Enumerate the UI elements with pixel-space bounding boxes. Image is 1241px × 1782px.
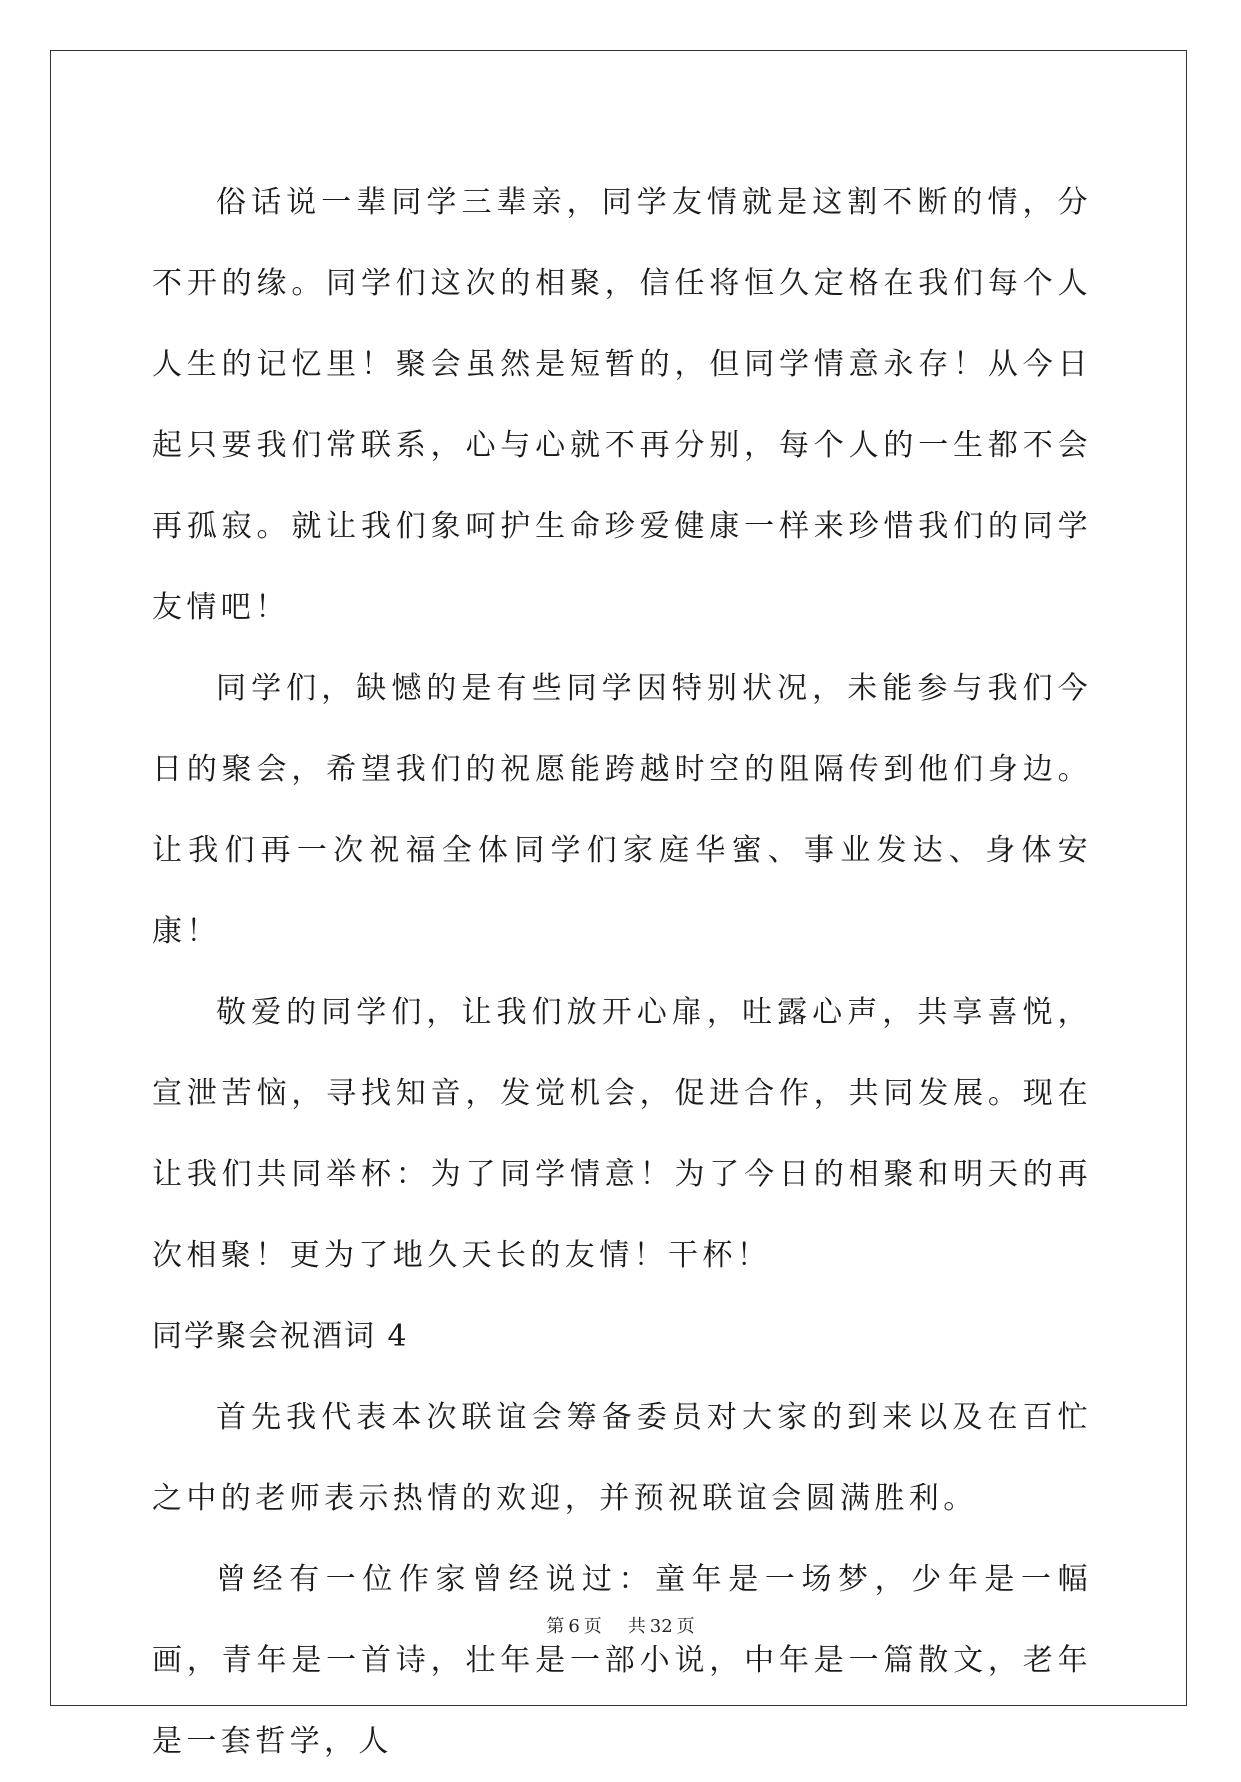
total-pages: 32 — [649, 1616, 673, 1637]
page-label-prefix: 第 — [546, 1616, 565, 1637]
paragraph-5: 曾经有一位作家曾经说过：童年是一场梦，少年是一幅画，青年是一首诗，壮年是一部小说，中年是一篇散文，老年是一套哲学，人 — [152, 1562, 1092, 1759]
page-label-suffix: 页 — [583, 1616, 602, 1637]
total-label-prefix: 共 — [627, 1616, 646, 1637]
paragraph-4: 首先我代表本次联谊会筹备委员对大家的到来以及在百忙之中的老师表示热情的欢迎，并预祝联谊会圆满胜利。 — [152, 1400, 1092, 1516]
section-heading: 同学聚会祝酒词 4 — [152, 1319, 409, 1354]
paragraph-2: 同学们，缺憾的是有些同学因特别状况，未能参与我们今日的聚会，希望我们的祝愿能跨越时空的阻隔传到他们身边。让我们再一次祝福全体同学们家庭华蜜、事业发达、身体安康！ — [152, 671, 1092, 949]
paragraph-1: 俗话说一辈同学三辈亲，同学友情就是这割不断的情，分不开的缘。同学们这次的相聚，信任将恒久定格在我们每个人人生的记忆里！聚会虽然是短暂的，但同学情意永存！从今日起只要我们常联系，心与心就不再分别，每个人的一生都不会再孤寂。就让我们象呵护生命珍爱健康一样来珍惜我们的同学友情吧！ — [152, 185, 1092, 625]
page-number: 6 — [568, 1616, 580, 1637]
total-label-suffix: 页 — [676, 1616, 695, 1637]
document-body — [152, 162, 1092, 1782]
paragraph-3: 敬爱的同学们，让我们放开心扉，吐露心声，共享喜悦，宣泄苦恼，寻找知音，发觉机会，促进合作，共同发展。现在让我们共同举杯：为了同学情意！为了今日的相聚和明天的再次相聚！更为了地久天长的友情！干杯！ — [152, 995, 1092, 1273]
page-footer — [0, 1612, 1241, 1638]
